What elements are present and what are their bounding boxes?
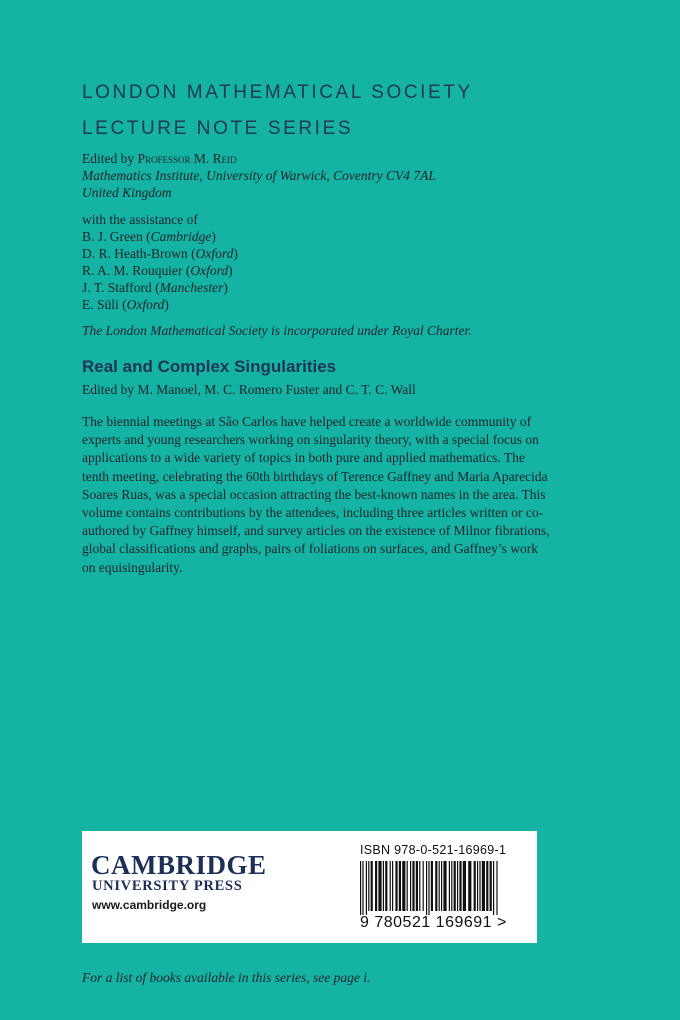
barcode-bar bbox=[360, 861, 361, 915]
assistant-row: B. J. Green (Cambridge) bbox=[82, 229, 216, 244]
assistant-row: D. R. Heath-Brown (Oxford) bbox=[82, 246, 238, 261]
edited-by-label: Edited by bbox=[82, 151, 138, 166]
barcode-bar bbox=[496, 861, 497, 915]
isbn-label: ISBN 978-0-521-16969-1 bbox=[360, 843, 507, 857]
assistant-name: J. T. Stafford bbox=[82, 280, 152, 295]
assistant-place: Oxford bbox=[126, 297, 165, 312]
assistant-row: R. A. M. Rouquier (Oxford) bbox=[82, 263, 233, 278]
book-blurb: The biennial meetings at São Carlos have helped create a worldwide community of experts and young researchers working on singularity theory, with a special focus on applications to a wide variety of topics in both pure and applied mathematics. The tenth meeting, celebrating the 60th birthdays of Terence Gaffney and Maria Aparecida Soares Ruas, was a special occasion attracting the best-known names in the area. This volume contains contributions by the attendees, including three articles written or co-authored by Gaffney himself, and survey articles on the existence of Milnor fibrations, global classifications and graphs, pairs of foliations on surfaces, and Gaffney’s work on equisingularity. bbox=[82, 414, 550, 575]
barcode-bar bbox=[402, 861, 405, 911]
barcode-bar bbox=[390, 861, 391, 911]
series-title-line-2: LECTURE NOTE SERIES bbox=[82, 118, 354, 139]
series-title-line-1: LONDON MATHEMATICAL SOCIETY bbox=[82, 82, 473, 103]
barcode-bar bbox=[412, 861, 414, 911]
barcode-bar bbox=[449, 861, 450, 911]
publisher-url[interactable]: www.cambridge.org bbox=[92, 898, 207, 912]
barcode-bar bbox=[451, 861, 452, 911]
barcode-digits: 9 780521 169691 > bbox=[360, 914, 507, 931]
barcode-bar bbox=[395, 861, 397, 911]
barcode-bar bbox=[399, 861, 401, 911]
footer-note: For a list of books available in this series, see page i. bbox=[82, 970, 371, 985]
barcode-bar bbox=[392, 861, 393, 911]
barcode-bar bbox=[468, 861, 471, 911]
publisher-press: UNIVERSITY PRESS bbox=[92, 878, 243, 894]
barcode-bar bbox=[459, 861, 461, 911]
assistant-row: J. T. Stafford (Manchester) bbox=[82, 280, 228, 295]
barcode-bar bbox=[428, 861, 429, 915]
editor-line bbox=[82, 150, 552, 167]
barcode-bar bbox=[482, 861, 485, 911]
assistant-place: Oxford bbox=[195, 246, 234, 261]
assistance-block bbox=[82, 211, 552, 313]
editor-block bbox=[82, 150, 552, 201]
editor-name: Professor M. Reid bbox=[137, 151, 237, 166]
publisher-name: CAMBRIDGE bbox=[91, 850, 267, 880]
assistant-place: Cambridge bbox=[150, 229, 212, 244]
barcode-bar bbox=[383, 861, 384, 911]
barcode-bar bbox=[416, 861, 418, 911]
assistant-name: R. A. M. Rouquier bbox=[82, 263, 183, 278]
barcode-bar bbox=[435, 861, 437, 911]
barcode-bar bbox=[441, 861, 442, 911]
charter-note: The London Mathematical Society is incorporated under Royal Charter. bbox=[82, 323, 472, 338]
editor-country: United Kingdom bbox=[82, 185, 172, 200]
assistance-intro: with the assistance of bbox=[82, 212, 198, 227]
barcode-bar bbox=[457, 861, 458, 911]
barcode-bar bbox=[366, 861, 367, 915]
editor-affiliation: Mathematics Institute, University of Warwick, Coventry CV4 7AL bbox=[82, 168, 436, 183]
assistant-name: B. J. Green bbox=[82, 229, 143, 244]
imprint-box bbox=[82, 831, 537, 943]
barcode-bar bbox=[479, 861, 480, 911]
book-editors: Edited by M. Manoel, M. C. Romero Fuster and C. T. C. Wall bbox=[82, 382, 416, 397]
book-title: Real and Complex Singularities bbox=[82, 357, 337, 376]
barcode-bar bbox=[385, 861, 387, 911]
barcode-bar bbox=[368, 861, 369, 911]
barcode-bar bbox=[443, 861, 446, 911]
barcode-bar bbox=[493, 861, 494, 915]
assistant-row: E. Süli (Oxford) bbox=[82, 297, 169, 312]
barcode-bar bbox=[419, 861, 420, 911]
barcode-bar bbox=[454, 861, 456, 911]
barcode-bar bbox=[426, 861, 427, 915]
barcode-bar bbox=[486, 861, 488, 911]
barcode-bar bbox=[474, 861, 476, 911]
barcode-bar bbox=[423, 861, 424, 911]
barcode-bar bbox=[439, 861, 440, 911]
assistant-place: Oxford bbox=[190, 263, 229, 278]
assistant-place: Manchester bbox=[159, 280, 224, 295]
assistant-name: D. R. Heath-Brown bbox=[82, 246, 188, 261]
barcode-bar bbox=[431, 861, 433, 911]
barcode-bar bbox=[407, 861, 408, 911]
barcode-bar bbox=[362, 861, 363, 915]
barcode-icon bbox=[356, 861, 506, 915]
barcode-bar bbox=[378, 861, 381, 911]
barcode-bar bbox=[410, 861, 411, 911]
assistant-name: E. Süli bbox=[82, 297, 119, 312]
barcode-bar bbox=[371, 861, 373, 911]
barcode-bar bbox=[490, 861, 492, 911]
barcode-bar bbox=[477, 861, 478, 911]
barcode-bar bbox=[375, 861, 377, 911]
barcode-bar bbox=[463, 861, 466, 911]
